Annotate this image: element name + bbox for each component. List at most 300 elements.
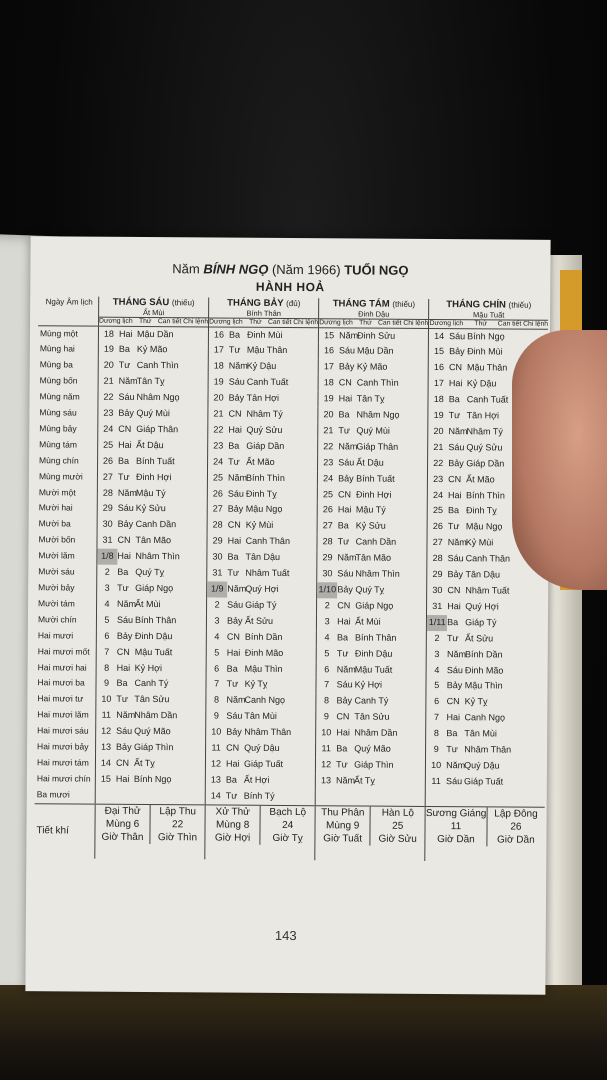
weekday: CN xyxy=(228,408,242,419)
weekday: Năm xyxy=(446,760,466,771)
solar-date: 10 xyxy=(101,694,112,705)
solar-date: 29 xyxy=(432,569,443,580)
weekday: Tư xyxy=(447,521,460,532)
lunar-day-label: Mùng tám xyxy=(39,439,78,450)
can-chi: Mậu Dần xyxy=(356,345,394,357)
month-name xyxy=(99,297,208,309)
day-cell-content xyxy=(99,358,208,375)
day-cell-content xyxy=(207,550,316,567)
day-cell xyxy=(97,597,207,614)
weekday: Ba xyxy=(336,743,348,754)
solar-date: 26 xyxy=(322,504,333,515)
solar-date: 17 xyxy=(433,378,444,389)
day-cell-content xyxy=(207,661,316,678)
day-cell-content xyxy=(317,598,426,615)
day-cell-content xyxy=(99,374,208,391)
day-cell xyxy=(96,708,206,725)
tiet-khi-line: 22 xyxy=(172,818,184,830)
day-cell xyxy=(97,581,207,598)
can-chi: Mậu Tuất xyxy=(354,663,393,675)
solar-date: 28 xyxy=(102,487,113,498)
can-chi: Nhâm Tuất xyxy=(245,567,290,579)
day-cell-content xyxy=(318,503,427,520)
day-cell xyxy=(316,678,426,695)
solar-date: 12 xyxy=(101,725,112,736)
weekday: Ba xyxy=(336,632,349,643)
can-chi: Tân Mùi xyxy=(244,710,277,722)
day-cell-content xyxy=(208,438,317,455)
solar-date: 25 xyxy=(103,439,114,450)
weekday: CN xyxy=(226,742,240,753)
lunar-day-label: Mười hai xyxy=(38,502,73,513)
day-cell-content xyxy=(317,662,426,679)
tiet-khi-line: Mùng 9 xyxy=(325,819,360,832)
solar-date: 11 xyxy=(101,709,112,721)
solar-date: 24 xyxy=(433,489,444,500)
tiet-khi-month xyxy=(425,806,545,861)
lunar-day-label: Mười một xyxy=(38,486,76,498)
weekday: Năm xyxy=(447,537,467,548)
weekday: Tư xyxy=(225,790,238,801)
weekday: Tư xyxy=(446,744,458,755)
day-cell xyxy=(206,645,316,662)
day-cell-content xyxy=(426,798,545,799)
can-chi: Đinh Mùi xyxy=(467,346,503,357)
month-header xyxy=(319,298,429,328)
tiet-khi-line: Thu Phân xyxy=(321,806,365,819)
day-cell xyxy=(318,360,428,377)
solar-date: 3 xyxy=(434,648,440,659)
tiet-khi-item xyxy=(205,805,259,844)
day-cell xyxy=(96,660,206,677)
can-tiet-header: Can tiết Chi lệnh xyxy=(497,320,549,328)
day-cell-content xyxy=(427,583,546,600)
book-cover-bottom xyxy=(0,985,607,1080)
day-cell-content xyxy=(207,613,316,630)
day-cell-content xyxy=(427,647,546,664)
day-cell xyxy=(427,567,546,584)
weekday: Tư xyxy=(116,694,128,705)
lunar-day-label: Hai mươi bảy xyxy=(37,741,89,752)
duong-lich-header: Dương lịch xyxy=(319,319,353,327)
tiet-khi-pair xyxy=(426,807,545,847)
lunar-day-label: Mười bốn xyxy=(38,534,76,545)
tiet-khi-line: Mùng 8 xyxy=(215,819,250,831)
day-cell-content xyxy=(98,453,207,470)
day-cell xyxy=(98,453,208,470)
lunar-calendar-table xyxy=(34,296,548,861)
day-cell-content xyxy=(209,375,318,392)
can-chi: Mậu Tuất xyxy=(134,646,173,657)
lunar-day-label: Mười chín xyxy=(37,614,77,625)
solar-date: 25 xyxy=(322,488,334,499)
solar-date: 20 xyxy=(213,392,224,403)
can-chi: Giáp Tuất xyxy=(464,776,504,787)
solar-date: 19 xyxy=(103,344,114,355)
solar-date: 5 xyxy=(214,647,220,658)
calendar-table-body xyxy=(34,296,548,861)
solar-date: 2 xyxy=(324,600,330,611)
day-cell-content xyxy=(207,629,316,646)
day-cell xyxy=(208,438,318,455)
weekday: Ba xyxy=(447,616,459,628)
day-cell-content xyxy=(96,724,205,741)
day-cell xyxy=(206,629,316,646)
can-chi: Giáp Ngọ xyxy=(135,582,174,594)
can-chi: Giáp Tý xyxy=(465,617,497,628)
tiet-khi-item xyxy=(149,805,204,844)
lunar-day-label: Mùng chín xyxy=(39,455,79,466)
can-chi: Đinh Mão xyxy=(464,664,504,676)
day-cell xyxy=(97,501,207,518)
can-chi: Đinh Hợi xyxy=(355,489,392,500)
weekday: Hai xyxy=(338,393,353,404)
day-cell-content xyxy=(209,359,318,376)
weekday: Sáu xyxy=(337,568,354,579)
solar-date: 25 xyxy=(432,505,444,516)
day-cell xyxy=(98,422,208,439)
solar-date: 5 xyxy=(434,680,440,691)
can-chi: Bính Tuất xyxy=(136,455,175,466)
day-cell xyxy=(318,344,428,361)
solar-date: 1/10 xyxy=(317,582,337,598)
solar-date: 12 xyxy=(210,758,222,769)
solar-date: 2 xyxy=(214,599,220,610)
weekday: Bảy xyxy=(116,630,133,641)
solar-date: 31 xyxy=(432,600,443,611)
tiet-khi-line: Giờ Thân xyxy=(101,831,144,843)
solar-date: 20 xyxy=(433,425,444,437)
solar-date: 21 xyxy=(323,425,334,436)
solar-date: 20 xyxy=(323,409,334,420)
solar-date: 30 xyxy=(212,551,223,562)
day-cell xyxy=(208,326,318,343)
solar-date: 10 xyxy=(321,727,332,738)
tiet-khi-pair xyxy=(316,806,425,846)
can-chi: Nhâm Tý xyxy=(246,408,283,419)
day-cell-content xyxy=(99,326,208,343)
solar-date: 16 xyxy=(213,328,225,340)
day-cell-content xyxy=(96,676,205,693)
day-cell-content xyxy=(427,567,546,584)
day-cell-content xyxy=(206,709,315,726)
solar-date: 11 xyxy=(211,742,221,753)
weekday: Hai xyxy=(116,662,131,673)
weekday: CN xyxy=(116,646,130,657)
month-header xyxy=(99,297,209,327)
lunar-day-label: Mùng năm xyxy=(39,391,80,402)
tiet-khi-line: 24 xyxy=(282,819,294,831)
solar-date: 27 xyxy=(102,471,114,482)
solar-date: 6 xyxy=(104,630,110,641)
solar-date: 7 xyxy=(433,712,440,723)
solar-date: 3 xyxy=(104,582,110,593)
day-cell-content xyxy=(427,663,546,680)
month-length: (thiếu) xyxy=(392,299,416,309)
can-chi: Ất Mão xyxy=(246,456,275,467)
solar-date: 4 xyxy=(324,631,330,643)
day-cell xyxy=(98,390,208,407)
solar-date: 11 xyxy=(431,775,441,786)
can-chi: Kỷ Tỵ xyxy=(464,696,488,707)
solar-date: 2 xyxy=(104,566,110,577)
lunar-day-label: Mùng ba xyxy=(39,359,73,370)
weekday: Sáu xyxy=(446,775,463,787)
can-tiet-header: Can tiết Chi lệnh xyxy=(267,318,319,327)
day-cell-content xyxy=(206,725,315,742)
day-cell xyxy=(426,710,545,727)
calendar-page xyxy=(25,236,550,995)
weekday: Sáu xyxy=(338,345,356,356)
lunar-day-label: Mười sáu xyxy=(38,566,75,577)
can-chi: Bính Dần xyxy=(244,631,283,642)
day-cell xyxy=(207,566,317,583)
day-cell xyxy=(208,454,318,471)
day-cell-content xyxy=(207,645,316,662)
solar-date: 24 xyxy=(213,456,224,467)
can-chi: Giáp Tuất xyxy=(244,758,284,769)
solar-date: 28 xyxy=(322,536,333,547)
weekday: Năm xyxy=(118,376,138,387)
solar-date: 18 xyxy=(103,328,115,339)
tiet-khi-line: Hàn Lộ xyxy=(381,807,415,819)
page-number: 143 xyxy=(274,927,297,944)
can-chi: Nhâm Tuất xyxy=(465,585,510,596)
solar-date: 9 xyxy=(213,710,219,721)
can-chi: Tân Tỵ xyxy=(136,376,165,387)
day-cell xyxy=(98,374,208,391)
weekday: Bảy xyxy=(226,726,242,737)
solar-date: 18 xyxy=(213,360,224,371)
can-chi: Bính Thìn xyxy=(246,472,285,483)
day-cell-content xyxy=(426,774,545,791)
weekday: CN xyxy=(338,377,352,388)
day-cell-content xyxy=(206,772,315,789)
solar-date: 2 xyxy=(434,632,440,643)
solar-date: 1/9 xyxy=(207,581,227,597)
weekday: Ba xyxy=(229,329,241,340)
day-cell-content xyxy=(317,614,426,631)
can-chi: Nhâm Dần xyxy=(134,710,178,721)
lunar-day-label: Hai mươi tám xyxy=(36,757,89,768)
day-cell-content xyxy=(96,795,205,796)
weekday: Ba xyxy=(227,551,239,562)
tiet-khi-item xyxy=(486,807,545,846)
weekday: Năm xyxy=(116,710,136,721)
weekday: Tư xyxy=(117,582,129,593)
duong-lich-header: Dương lịch xyxy=(429,319,464,328)
page-subtitle: HÀNH HOẢ xyxy=(255,279,325,295)
lunar-day-label: Ba mươi xyxy=(36,789,70,800)
can-chi: Tân Hợi xyxy=(246,392,280,404)
day-cell-content xyxy=(319,360,428,377)
lunar-day-label: Hai mươi lăm xyxy=(37,709,89,720)
day-cell xyxy=(317,503,427,520)
day-cell xyxy=(318,439,428,456)
can-chi: Kỷ Mão xyxy=(136,344,168,355)
day-cell xyxy=(317,614,427,631)
can-chi: Ất Tỵ xyxy=(133,757,155,769)
day-cell xyxy=(317,582,427,599)
solar-date: 31 xyxy=(212,567,223,578)
tiet-khi-pair xyxy=(95,804,204,844)
can-chi: Đinh Mão xyxy=(244,647,284,658)
month-header xyxy=(429,299,548,329)
solar-date: 31 xyxy=(102,534,113,546)
solar-date: 3 xyxy=(324,616,330,627)
can-chi: Tân Mão xyxy=(135,535,172,546)
solar-date: 26 xyxy=(212,488,223,499)
solar-date: 6 xyxy=(324,663,330,674)
day-cell-content xyxy=(208,406,317,423)
tiet-khi-row xyxy=(34,803,544,861)
weekday: Năm xyxy=(228,472,248,483)
tiet-khi-line: Giờ Dần xyxy=(496,834,535,846)
weekday: Tư xyxy=(338,425,351,436)
weekday: Sáu xyxy=(118,391,135,403)
tiet-khi-line: Giờ Sửu xyxy=(378,833,417,845)
day-cell xyxy=(426,694,545,711)
day-cell xyxy=(205,772,315,789)
tiet-khi-line: Giờ Tuất xyxy=(323,832,363,845)
can-chi: Kỷ Hợi xyxy=(134,662,163,673)
day-cell xyxy=(207,486,317,503)
month-can-chi: Ất Mùi xyxy=(142,307,165,318)
tiet-khi-line: 25 xyxy=(392,820,404,832)
month-length: (đủ) xyxy=(286,298,301,309)
solar-date: 13 xyxy=(101,741,112,752)
day-cell xyxy=(98,438,208,455)
can-chi: Giáp Ngọ xyxy=(355,600,394,611)
day-cell xyxy=(207,550,317,567)
day-cell-content xyxy=(316,709,425,726)
can-chi: Quý Sửu xyxy=(246,424,283,435)
can-chi: Bính Tuất xyxy=(356,473,395,484)
weekday: Ba xyxy=(226,663,238,674)
lunar-day-label: Mười bảy xyxy=(38,582,75,593)
can-chi: Giáp Thìn xyxy=(134,741,174,753)
day-cell xyxy=(316,725,426,742)
table-header-row xyxy=(38,296,548,329)
day-cell-content xyxy=(426,742,545,759)
day-cell xyxy=(319,327,429,344)
solar-date: 9 xyxy=(433,744,439,755)
solar-date: 20 xyxy=(103,360,114,371)
solar-date: 22 xyxy=(323,441,334,452)
day-cell xyxy=(426,678,545,695)
can-chi: Canh Tuất xyxy=(246,376,289,388)
weekday: Tư xyxy=(228,456,240,467)
can-chi: Mậu Ngọ xyxy=(245,504,283,515)
weekday: Bảy xyxy=(118,407,134,418)
day-cell-content xyxy=(318,550,427,567)
weekday: CN xyxy=(447,585,461,596)
weekday: Ba xyxy=(225,774,237,785)
weekday: Sáu xyxy=(226,710,243,721)
lunar-day-label: Hai mươi sáu xyxy=(37,725,89,736)
day-cell-content xyxy=(426,710,545,727)
weekday: Năm xyxy=(448,426,468,437)
day-cell-content xyxy=(318,519,427,536)
solar-date: 21 xyxy=(433,441,444,452)
day-cell xyxy=(316,694,426,711)
solar-date: 23 xyxy=(103,407,114,418)
day-cell xyxy=(96,612,206,629)
weekday: CN xyxy=(337,600,351,611)
tiet-khi-month xyxy=(95,804,205,859)
can-chi: Giáp Dần xyxy=(246,440,285,451)
can-chi: Giáp Dần xyxy=(466,457,505,469)
can-chi: Mậu Ngọ xyxy=(465,521,503,532)
lunar-day-label: Mùng mười xyxy=(38,470,83,482)
solar-date: 21 xyxy=(213,408,224,419)
day-cell xyxy=(207,597,317,614)
solar-date: 5 xyxy=(324,647,330,658)
can-chi: Kỷ Mão xyxy=(356,361,388,373)
day-cell-content xyxy=(208,534,317,551)
weekday: Sáu xyxy=(446,664,463,675)
solar-date: 15 xyxy=(324,329,335,340)
day-cell xyxy=(426,647,545,664)
can-chi: Quý Hợi xyxy=(465,601,499,612)
day-cell-content xyxy=(318,439,427,456)
can-chi: Nhâm Ngọ xyxy=(356,409,400,420)
title-can-chi: BÍNH NGỌ xyxy=(203,261,269,277)
thu-header: Thứ xyxy=(474,320,487,328)
lunar-day-label: Mùng một xyxy=(39,327,78,339)
can-chi: Canh Tý xyxy=(354,695,389,707)
weekday: Bảy xyxy=(449,346,465,357)
weekday: CN xyxy=(448,362,463,373)
month-name xyxy=(319,298,428,310)
day-cell-content xyxy=(97,581,206,598)
solar-date: 28 xyxy=(212,519,223,530)
day-cell xyxy=(318,375,428,392)
solar-date: 4 xyxy=(104,598,110,609)
can-chi: Canh Thân xyxy=(245,535,291,547)
can-chi: Quý Dậu xyxy=(244,742,280,754)
weekday: CN xyxy=(337,488,352,499)
day-cell-content xyxy=(207,597,316,614)
day-cell-content xyxy=(206,740,315,757)
day-cell xyxy=(318,391,428,408)
day-cell xyxy=(317,487,427,504)
can-chi: Ất Dậu xyxy=(136,439,164,450)
day-cell-content xyxy=(97,533,206,550)
day-cell-content xyxy=(208,486,317,503)
weekday: Hai xyxy=(117,550,131,562)
month-header xyxy=(209,297,319,327)
weekday: CN xyxy=(336,711,350,722)
tiet-khi-line: Lập Thu xyxy=(159,805,196,818)
weekday: Năm xyxy=(339,329,359,340)
day-cell xyxy=(426,662,545,679)
can-chi: Đinh Tỵ xyxy=(465,505,497,516)
solar-date: 21 xyxy=(103,375,114,386)
can-chi: Mậu Tý xyxy=(135,487,166,498)
weekday: Hai xyxy=(337,616,351,627)
tiet-khi-line: 26 xyxy=(510,821,522,833)
day-cell-content xyxy=(317,646,426,663)
can-chi: Quý Mùi xyxy=(356,425,390,436)
solar-date: 18 xyxy=(433,394,444,405)
lunar-day-label: Mùng sáu xyxy=(39,407,77,418)
month-name xyxy=(209,297,318,309)
day-cell xyxy=(208,343,318,360)
weekday: Bảy xyxy=(338,473,354,484)
weekday: CN xyxy=(226,631,240,642)
day-cell-content xyxy=(317,694,426,711)
